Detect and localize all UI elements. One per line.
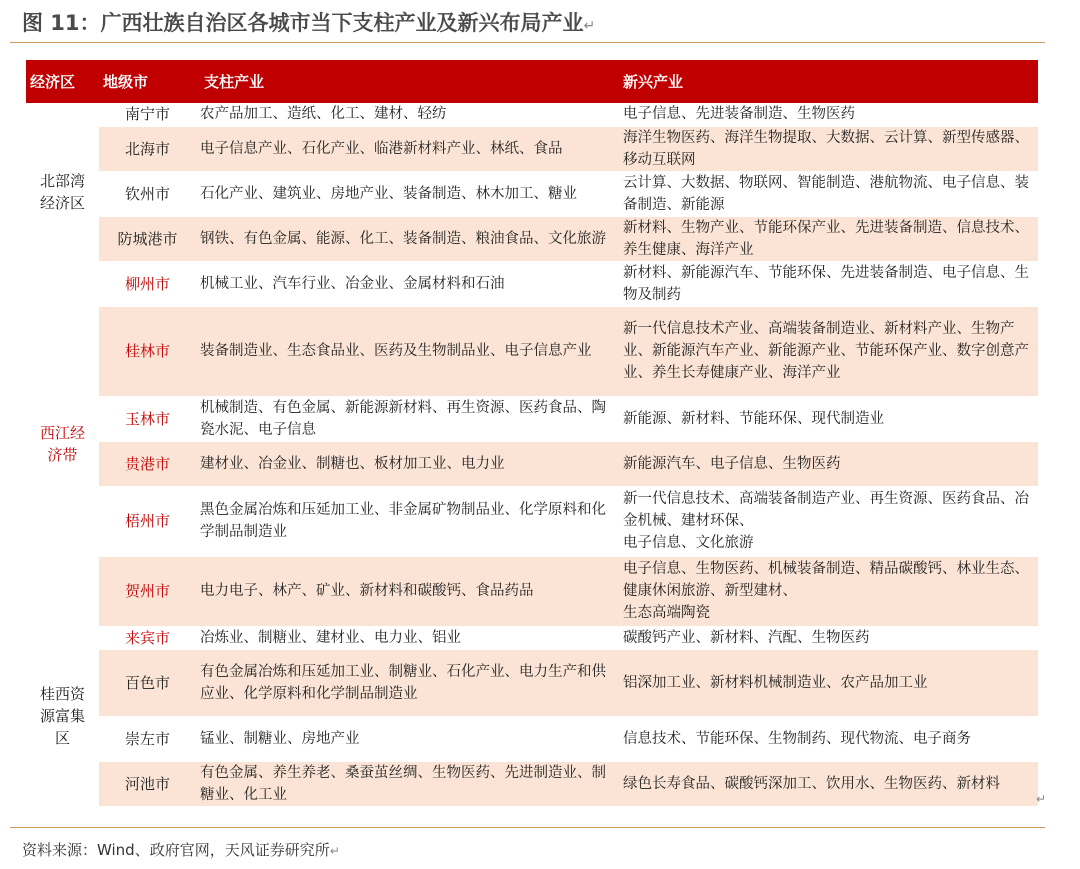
top-divider bbox=[10, 42, 1045, 43]
pillar-cell: 电力电子、林产、矿业、新材料和碳酸钙、食品药品 bbox=[196, 556, 619, 626]
city-cell: 河池市 bbox=[99, 761, 196, 806]
city-cell: 防城港市 bbox=[99, 216, 196, 261]
city-cell: 南宁市 bbox=[99, 103, 196, 126]
table-row bbox=[26, 306, 1038, 396]
table-row bbox=[26, 626, 1038, 649]
figure-title: 图 11：广西壮族自治区各城市当下支柱产业及新兴布局产业↵ bbox=[22, 11, 596, 35]
city-cell: 贺州市 bbox=[99, 556, 196, 626]
header-pillar: 支柱产业 bbox=[196, 60, 619, 103]
city-cell: 百色市 bbox=[99, 649, 196, 716]
pillar-cell: 农产品加工、造纸、化工、建材、轻纺 bbox=[196, 103, 619, 126]
zone-xijiang: 西江经 济带 bbox=[26, 261, 99, 626]
table-row bbox=[26, 441, 1038, 486]
pillar-cell: 机械工业、汽车行业、冶金业、金属材料和石油 bbox=[196, 261, 619, 306]
emerging-cell: 铝深加工业、新材料机械制造业、农产品加工业 bbox=[619, 649, 1038, 716]
emerging-cell: 碳酸钙产业、新材料、汽配、生物医药 bbox=[619, 626, 1038, 649]
emerging-cell: 电子信息、生物医药、机械装备制造、精品碳酸钙、林业生态、健康休闲旅游、新型建材、 生态高端陶瓷 bbox=[619, 556, 1038, 626]
pillar-cell: 有色金属、养生养老、桑蚕茧丝绸、生物医药、先进制造业、制糖业、化工业 bbox=[196, 761, 619, 806]
zone-beibu: 北部湾 经济区 bbox=[26, 103, 99, 261]
return-mark: ↵ bbox=[583, 18, 596, 34]
return-mark: ↵ bbox=[1036, 792, 1047, 806]
emerging-cell: 绿色长寿食品、碳酸钙深加工、饮用水、生物医药、新材料 bbox=[619, 761, 1038, 806]
emerging-cell: 电子信息、先进装备制造、生物医药 bbox=[619, 103, 1038, 126]
pillar-cell: 锰业、制糖业、房地产业 bbox=[196, 716, 619, 761]
emerging-cell: 新能源汽车、电子信息、生物医药 bbox=[619, 441, 1038, 486]
industry-table bbox=[26, 60, 1038, 807]
emerging-cell: 新材料、生物产业、节能环保产业、先进装备制造、信息技术、养生健康、海洋产业 bbox=[619, 216, 1038, 261]
city-cell: 贵港市 bbox=[99, 441, 196, 486]
emerging-cell: 新材料、新能源汽车、节能环保、先进装备制造、电子信息、生物及制药 bbox=[619, 261, 1038, 306]
table-row bbox=[26, 261, 1038, 306]
city-cell: 玉林市 bbox=[99, 396, 196, 441]
city-cell: 来宾市 bbox=[99, 626, 196, 649]
pillar-cell: 机械制造、有色金属、新能源新材料、再生资源、医药食品、陶瓷水泥、电子信息 bbox=[196, 396, 619, 441]
table-header-row bbox=[26, 60, 1038, 103]
emerging-cell: 海洋生物医药、海洋生物提取、大数据、云计算、新型传感器、移动互联网 bbox=[619, 126, 1038, 171]
table-row bbox=[26, 486, 1038, 556]
pillar-cell: 有色金属冶炼和压延加工业、制糖业、石化产业、电力生产和供应业、化学原料和化学制品制造业 bbox=[196, 649, 619, 716]
emerging-cell: 新一代信息技术产业、高端装备制造业、新材料产业、生物产业、新能源汽车产业、新能源产业、节能环保产业、数字创意产业、养生长寿健康产业、海洋产业 bbox=[619, 306, 1038, 396]
table-row bbox=[26, 126, 1038, 171]
emerging-cell: 云计算、大数据、物联网、智能制造、港航物流、电子信息、装备制造、新能源 bbox=[619, 171, 1038, 216]
city-cell: 崇左市 bbox=[99, 716, 196, 761]
emerging-cell: 信息技术、节能环保、生物制药、现代物流、电子商务 bbox=[619, 716, 1038, 761]
pillar-cell: 冶炼业、制糖业、建材业、电力业、铝业 bbox=[196, 626, 619, 649]
city-cell: 桂林市 bbox=[99, 306, 196, 396]
return-mark: ↵ bbox=[329, 844, 340, 858]
pillar-cell: 电子信息产业、石化产业、临港新材料产业、林纸、食品 bbox=[196, 126, 619, 171]
table-row bbox=[26, 556, 1038, 626]
city-cell: 北海市 bbox=[99, 126, 196, 171]
table-row bbox=[26, 171, 1038, 216]
table-row bbox=[26, 716, 1038, 761]
emerging-cell: 新能源、新材料、节能环保、现代制造业 bbox=[619, 396, 1038, 441]
source-note: 资料来源：Wind、政府官网，天风证券研究所↵ bbox=[22, 841, 340, 859]
header-zone: 经济区 bbox=[26, 60, 99, 103]
header-city: 地级市 bbox=[99, 60, 196, 103]
pillar-cell: 黑色金属冶炼和压延加工业、非金属矿物制品业、化学原料和化学制品制造业 bbox=[196, 486, 619, 556]
table-row bbox=[26, 649, 1038, 716]
table-row bbox=[26, 216, 1038, 261]
pillar-cell: 石化产业、建筑业、房地产业、装备制造、林木加工、糖业 bbox=[196, 171, 619, 216]
pillar-cell: 钢铁、有色金属、能源、化工、装备制造、粮油食品、文化旅游 bbox=[196, 216, 619, 261]
table-row bbox=[26, 761, 1038, 806]
table-row bbox=[26, 103, 1038, 126]
bottom-divider bbox=[10, 827, 1045, 828]
table-row bbox=[26, 396, 1038, 441]
pillar-cell: 建材业、冶金业、制糖也、板材加工业、电力业 bbox=[196, 441, 619, 486]
city-cell: 钦州市 bbox=[99, 171, 196, 216]
city-cell: 柳州市 bbox=[99, 261, 196, 306]
zone-guixi: 桂西资 源富集 区 bbox=[26, 626, 99, 806]
header-emerging: 新兴产业 bbox=[619, 60, 1038, 103]
pillar-cell: 装备制造业、生态食品业、医药及生物制品业、电子信息产业 bbox=[196, 306, 619, 396]
emerging-cell: 新一代信息技术、高端装备制造产业、再生资源、医药食品、冶金机械、建材环保、 电子信息、文化旅游 bbox=[619, 486, 1038, 556]
city-cell: 梧州市 bbox=[99, 486, 196, 556]
